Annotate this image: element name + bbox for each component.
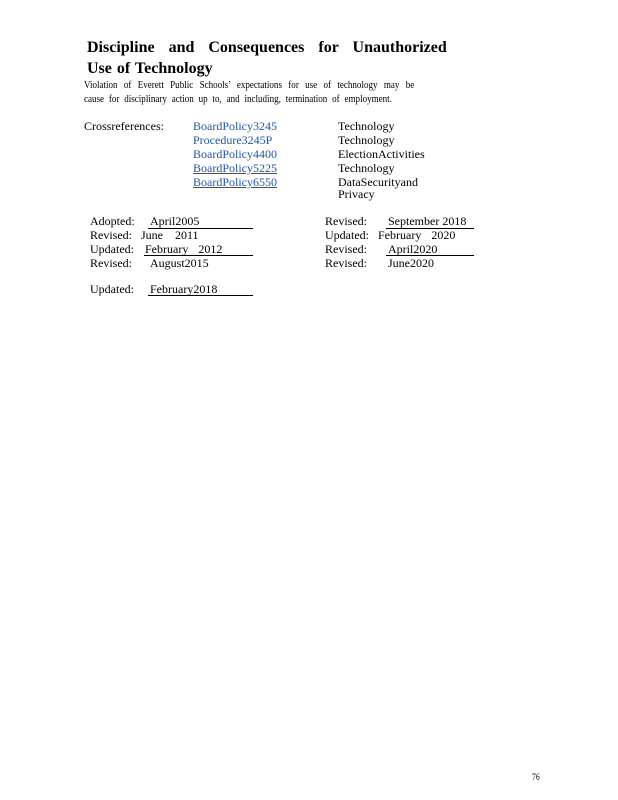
history-left-date-3: February 2012 [145,242,223,256]
history-left-date-2: June 2011 [141,228,199,242]
cross-reference-link-4[interactable]: BoardPolicy5225 [193,161,277,175]
cross-reference-topic-2: Technology [338,133,395,147]
history-right-date-2: February 2020 [378,228,456,242]
title-line-2: Use of Technology [87,60,213,77]
cross-reference-topic-5-line-2: Privacy [338,187,375,201]
page-number: 76 [532,772,540,782]
title-line-1: Discipline and Consequences for Unauthorized [87,39,447,56]
cross-references-label: Crossreferences: [84,119,164,133]
history-right-date-4: June2020 [388,256,434,270]
cross-reference-topic-5: DataSecurityand [338,175,418,189]
history-right-date-3: April2020 [388,242,438,256]
cross-reference-topic-4: Technology [338,161,395,175]
cross-reference-topic-3: ElectionActivities [338,147,425,161]
history-left-date-4: August2015 [150,256,209,270]
cross-reference-link-1[interactable]: BoardPolicy3245 [193,119,277,133]
history-last-date: February2018 [150,282,218,296]
cross-reference-link-3[interactable]: BoardPolicy4400 [193,147,277,161]
cross-reference-link-5[interactable]: BoardPolicy6550 [193,175,277,189]
cross-reference-link-2[interactable]: Procedure3245P [193,133,273,147]
history-right-date-1: September 2018 [388,214,467,228]
history-right-label-4: Revised: [325,256,367,270]
history-left-label-4: Revised: [90,256,132,270]
history-underline [148,295,253,296]
history-left-label-3: Updated: [90,242,134,256]
intro-text-line-1: Violation of Everett Public Schools’ expectations for use of technology may be [84,80,415,91]
history-left-label-2: Revised: [90,228,132,242]
history-left-label-1: Adopted: [90,214,135,228]
cross-reference-topic-1: Technology [338,119,395,133]
history-right-label-1: Revised: [325,214,367,228]
history-right-label-2: Updated: [325,228,369,242]
history-right-label-3: Revised: [325,242,367,256]
intro-text-line-2: cause for disciplinary action up to, and including, termination of employment. [84,94,392,105]
history-last-label: Updated: [90,282,134,296]
history-left-date-1: April2005 [150,214,200,228]
